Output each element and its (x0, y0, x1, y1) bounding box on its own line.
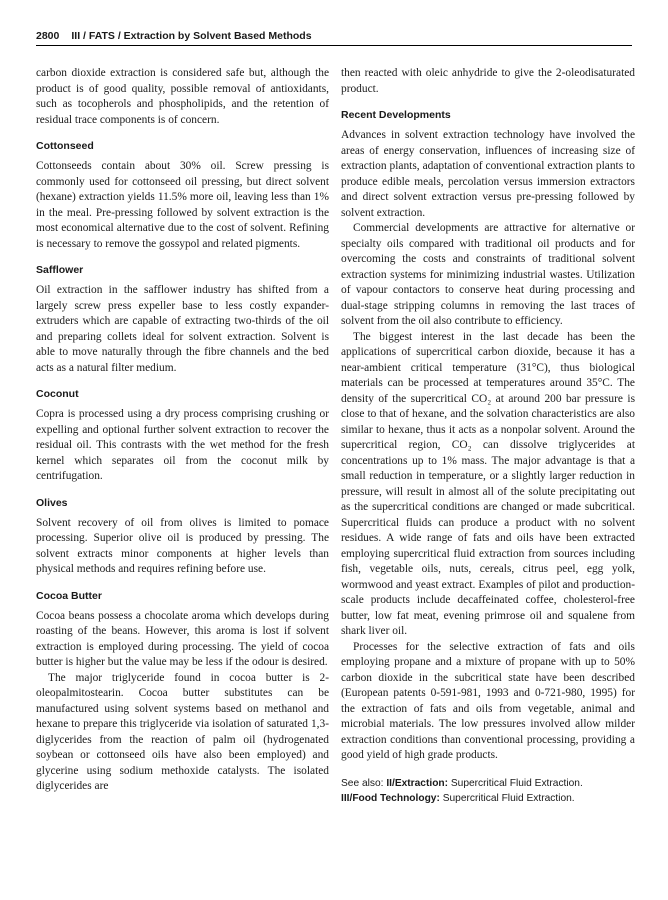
olives-paragraph: Solvent recovery of oil from olives is limited to pomace processing. Superior olive oil is produced by pressing. The solvent extracts minor components at higher levels than physical methods and requires refining before use. (36, 516, 329, 575)
cocoa-paragraph-1: Cocoa beans possess a chocolate aroma which develops during roasting of the beans. However, this aroma is lost if solvent extraction is employed during processing. The yield of cocoa butter is higher but the value may be less if the odour is desired. (36, 609, 329, 668)
heading-cocoa-butter: Cocoa Butter (36, 589, 102, 602)
coconut-paragraph: Copra is processed using a dry process comprising crushing or expelling and optional further solvent extraction to recover the residual oil. This contrasts with the wet method for the fresh kernel which separates oil from the coconut milk by centrifugation. (36, 408, 329, 482)
see-also-label: See also: (341, 777, 384, 789)
page-number: 2800 (36, 30, 60, 42)
heading-coconut: Coconut (36, 388, 79, 400)
see-also-ref1-section[interactable]: II/Extraction: (386, 777, 449, 789)
heading-safflower: Safflower (36, 264, 84, 276)
safflower-paragraph: Oil extraction in the safflower industry has shifted from a largely screw press expeller base to less costly expander-extruders which are capable of extracting two-thirds of the oil and preparing collets ideal for solvent extraction. Solvent is able to move naturally through the fibre channels and the bed acts as a natural filter medium. (36, 284, 329, 374)
left-column (36, 66, 329, 795)
recent-paragraph-3: The biggest interest in the last decade has been the applications of supercritical carbon dioxide, because it has a near-ambient critical temperature (31°C), thus biological materials can be processed at temperatures around 35°C. The density of the supercritical CO₂ at around 200 bar pressure is close to that of hexane, and the solvation characteristics are also similar to hexane, thus it acts as a nonpolar solvent. Around the supercritical region, CO₂ can dissolve triglycerides at concentrations up to 1% mass. The major advantage is that a small reduction in temperature, or a slightly larger reduction in pressure, will result in almost all of the solute precipitating out as the supercritical conditions are changed or made subcritical. Supercritical fluids can produce a product with no solvent residues. A wide range of fats and oils have been extracted employing supercritical fluid extraction from sources including fish, vegetable oils, nuts, cereals, citrus peel, egg yolk, wormwood and yeast extract. Examples of pilot and production-scale products include decaffeinated coffee, cholesterol-free butter, low fat meat, evening primrose oil and squalene from shark liver oil. (341, 330, 635, 637)
heading-olives: Olives (36, 496, 68, 509)
right-column (341, 66, 635, 806)
heading-cottonseed: Cottonseed (36, 140, 94, 152)
cottonseed-paragraph: Cottonseeds contain about 30% oil. Screw pressing is commonly used for cottonseed oil pressing, but direct solvent (hexane) extraction yields 11.5% more oil, leaving less than 1% in the meal. Pre-pressing followed by solvent extraction is the most economical alternative due to the cost of solvent. Refining is necessary to remove the gossypol and related pigments. (36, 160, 329, 250)
running-head (36, 30, 632, 42)
continued-paragraph: then reacted with oleic anhydride to give the 2-oleodisaturated product. (341, 67, 635, 95)
recent-paragraph-4: Processes for the selective extraction of fats and oils employing propane and a mixture of propane with up to 50% carbon dioxide in the subcritical state have been described (European patents 0-591-981, 1993 and 0-721-980, 1995) for the extraction of fats and oils from vegetable, animal and microbial materials. The low pressures involved allow milder extraction conditions than conventional processing, providing a good yield of high grade products. (341, 640, 635, 761)
see-also (341, 776, 635, 806)
see-also-ref2-title[interactable]: Supercritical Fluid Extraction. (442, 792, 575, 804)
see-also-ref1-title[interactable]: Supercritical Fluid Extraction. (450, 777, 583, 789)
recent-paragraph-1: Advances in solvent extraction technology have involved the areas of energy conservation, influences of increasing size of extraction plants, adaptation of conventional extraction plants to produce edible meals, percolation versus immersion extractors and direct solvent extraction versus pre-pressing followed by solvent extraction. (341, 129, 635, 219)
cocoa-paragraph-2: The major triglyceride found in cocoa butter is 2-oleopalmitostearin. Cocoa butter substitutes can be manufactured using solvent systems based on methanol and hexane to prepare this triglyceride via isolation of saturated 1,3-diglycerides from the reaction of palm oil (hydrogenated soybean or cottonseed oils have also been employed) and glycerine using sodium methoxide catalysts. The isolated diglycerides are (36, 671, 329, 792)
header-rule (36, 45, 632, 46)
see-also-ref2-section[interactable]: III/Food Technology: (341, 792, 440, 804)
intro-paragraph: carbon dioxide extraction is considered safe but, although the product is of good quality, possible removal of antioxidants, such as tocopherols and phospholipids, and the retention of residual trace components is of concern. (36, 67, 329, 126)
running-title: III / FATS / Extraction by Solvent Based Methods (71, 30, 312, 42)
heading-recent-developments: Recent Developments (341, 109, 451, 121)
recent-paragraph-2: Commercial developments are attractive for alternative or specialty oils compared with traditional oil products and for overcoming the costs and constraints of traditional solvent extraction systems for minimizing industrial wastes. Utilization of vapour contactors to conserve heat during processing and dual-stage stripping columns in removing the last traces of solvent from the oil also contribute to efficiency. (341, 222, 635, 327)
